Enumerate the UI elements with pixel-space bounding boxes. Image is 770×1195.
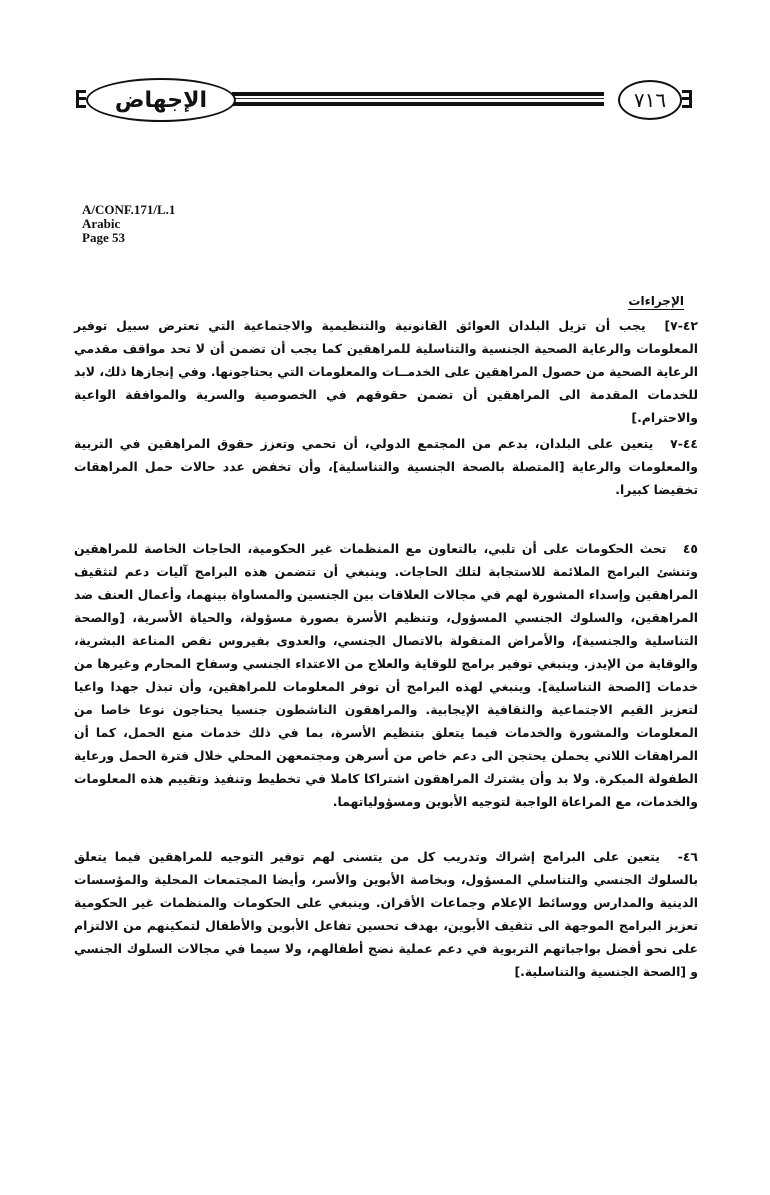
paragraph-text: يجب أن تزيل البلدان العوائق القانونية والتنظيمية والاجتماعية التي تعترض سبيل توفير المعلومات والرعاية الصحية الجنسية والتناسلية للمراهقين كما يجب أن تضمن أن لا تحد مواقف مقدمي الرعاية الصحية من حصول المراهقين على الخدمــات والمعلومات التي يحتاجونها. وفي إنجازها ذلك، لابد للخدمات المقدمة الى المراهقين أن تضمن حقوقهم في الخصوصية والسرية والموافقة الواعية والاحترام.]: [74, 318, 698, 425]
page-header: [72, 78, 694, 124]
paragraph-number: ٤٥: [682, 541, 698, 556]
chapter-title: الإجهاض: [114, 87, 208, 113]
chapter-title-oval: [86, 78, 236, 122]
header-rule-divider: [232, 92, 604, 106]
paragraph-text: يتعين على البلدان، بدعم من المجتمع الدولي، أن تحمي وتعزز حقوق المراهقين في التربية والمعلومات والرعاية [المتصلة بالصحة الجنسية والتناسلية]، وأن تخفض عدد حالات حمل المراهقات تخفيضا كبيرا.: [74, 436, 698, 497]
paragraph-number: ٤٦-: [677, 849, 698, 864]
paragraph-44: [74, 432, 698, 501]
header-end-cap-right: [682, 90, 692, 108]
header-end-cap-left: [76, 90, 86, 108]
page-number: ٧١٦: [633, 88, 667, 112]
page-number-oval: [618, 80, 682, 120]
section-heading: الإجراءات: [628, 294, 684, 308]
paragraph-number: ٤٢-٧]: [664, 318, 698, 333]
paragraph-42: [74, 314, 698, 429]
paragraph-text: تحث الحكومات على أن تلبي، بالتعاون مع المنظمات غير الحكومية، الحاجات الخاصة للمراهقين وتنشئ البرامج الملائمة للاستجابة لتلك الحاجات. وينبغي أن تتضمن هذه البرامج آليات دعم لتثقيف المراهقين وإسداء المشورة لهم في مجالات العلاقات بين الجنسين والمساواة بينهما، وأعمال العنف ضد المراهقين، والسلوك الجنسي المسؤول، وتنظيم الأسرة بصورة مسؤولة، والحياة الأسرية، [والصحة التناسلية والجنسية]، والأمراض المنقولة بالاتصال الجنسي، والعدوى بفيروس نقص المناعة البشرية، والوقاية من الإيدز. وينبغي توفير برامج للوقاية والعلاج من الاعتداء الجنسي وسفاح المحارم وغيرها من خدمات [الصحة التناسلية]. وينبغي لهذه البرامج أن توفر المعلومات للمراهقين، وأن تبذل جهدا واعيا لتعزيز القيم الاجتماعية والثقافية الإيجابية. والمراهقون الناشطون جنسيا يحتاجون نوعا خاصا من المعلومات والمشورة والخدمات فيما يتعلق بتنظيم الأسرة، بما في ذلك خدمات منع الحمل، كما أن المراهقات اللاتي يحملن يحتجن الى دعم خاص من أسرهن ومجتمعهن المحلي خلال فترة الحمل ورعاية الطفولة المبكرة. ولا بد وأن يشترك المراهقون اشتراكا كاملا في تخطيط وتنفيذ وتقييم هذه المعلومات والخدمات، مع المراعاة الواجبة لتوجيه الأبوين ومسؤولياتهما.: [74, 541, 698, 809]
paragraph-45: [74, 537, 698, 813]
paragraph-number: ٤٤-٧: [670, 436, 698, 451]
document-language: Arabic: [82, 216, 121, 231]
document-symbol: A/CONF.171/L.1: [82, 202, 176, 217]
document-page: Page 53: [82, 230, 125, 245]
document-reference: [82, 203, 175, 245]
paragraph-text: يتعين على البرامج إشراك وتدريب كل من يتسنى لهم توفير التوجيه للمراهقين فيما يتعلق بالسلوك الجنسي والتناسلي المسؤول، وبخاصة الأبوين والأسر، وأيضا المجتمعات المحلية والمؤسسات الدينية والمدارس ووسائط الإعلام وجماعات الأقران. وينبغي على الحكومات والمنظمات غير الحكومية تعزيز البرامج الموجهة الى تثقيف الأبوين، بهدف تحسين تفاعل الأبوين والأطفال لتمكينهم من الالتزام على نحو أفضل بواجباتهم التربوية في دعم عملية نضج أطفالهم، ولا سيما في مجالات السلوك الجنسي و [الصحة الجنسية والتناسلية.]: [74, 849, 698, 979]
paragraph-46: [74, 845, 698, 983]
